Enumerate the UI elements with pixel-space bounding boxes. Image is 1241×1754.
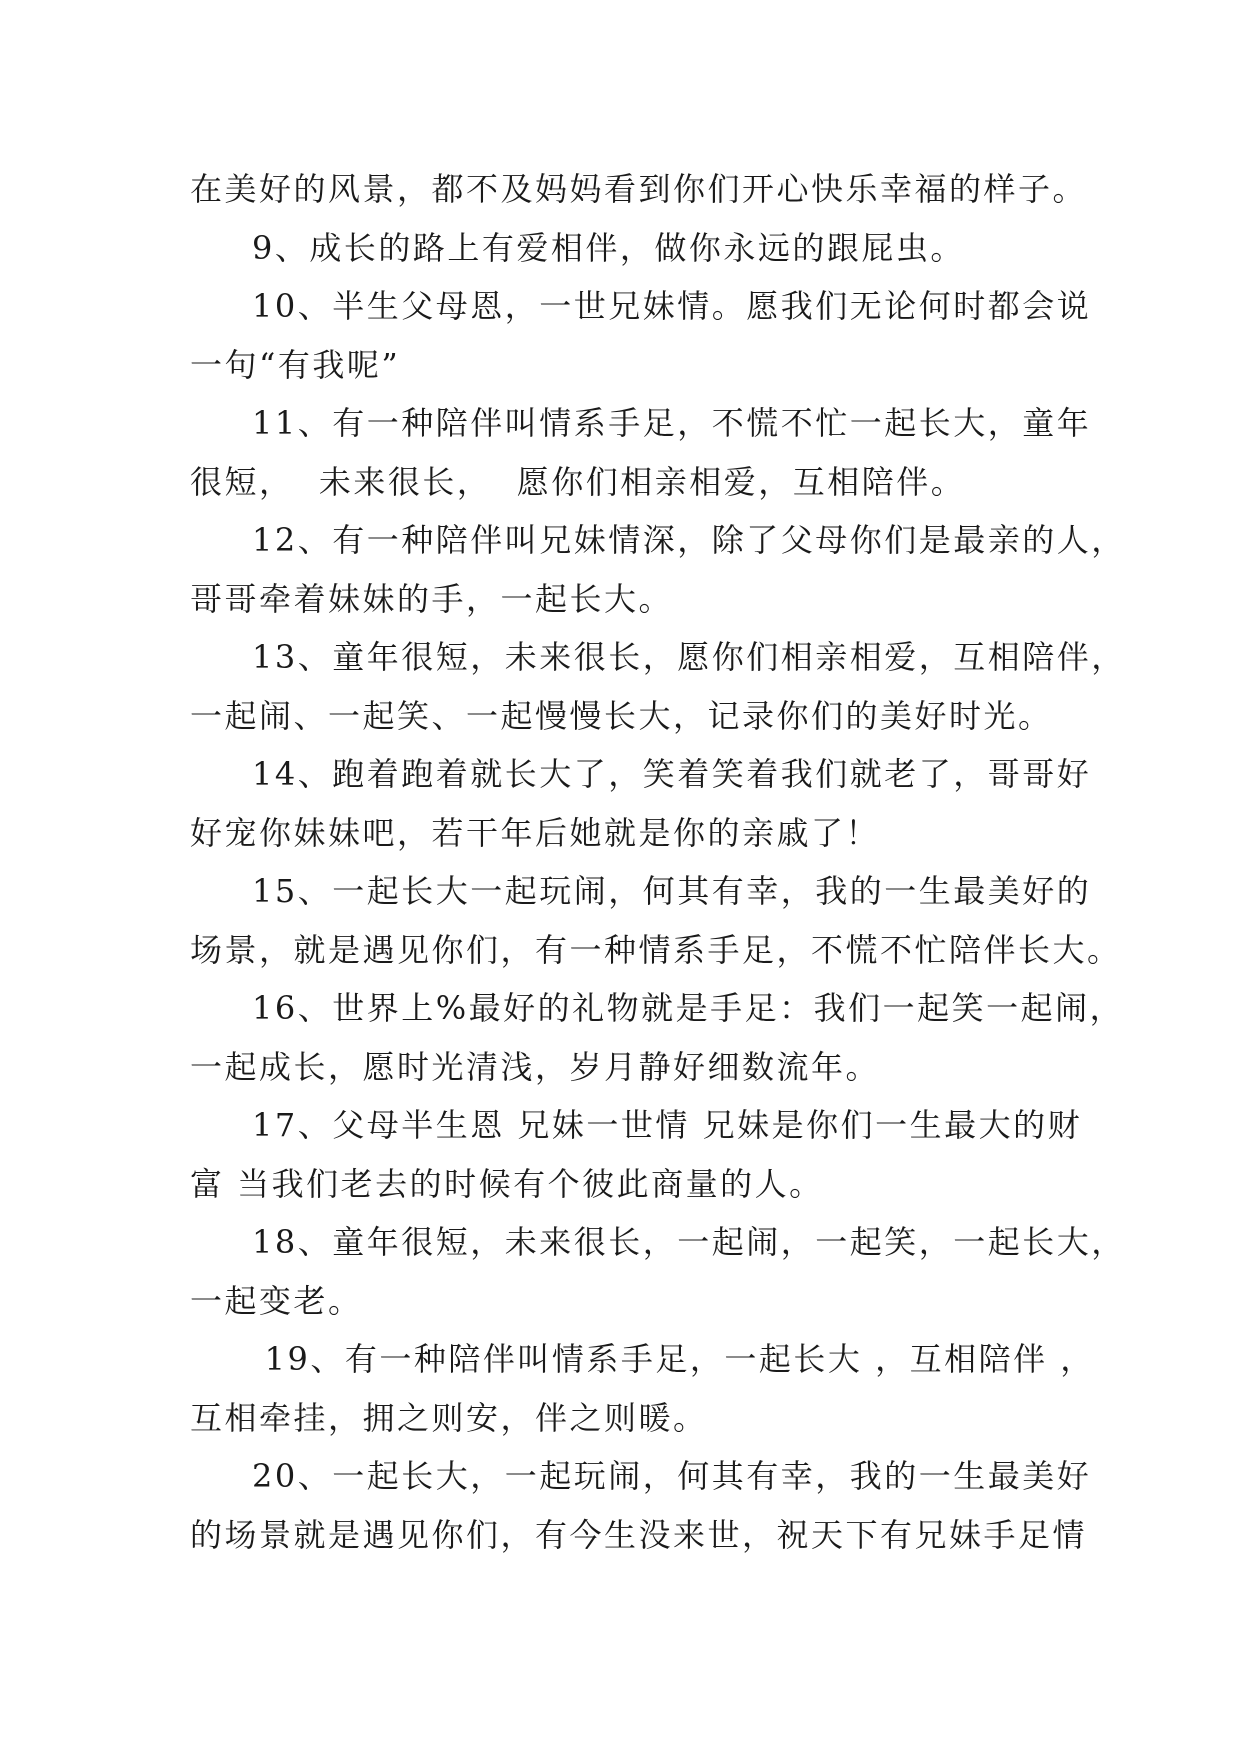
text-line: 19、有一种陪伴叫情系手足，一起长大 ，互相陪伴 ，: [252, 1340, 1095, 1378]
text-line: 一起闹、一起笑、一起慢慢长大，记录你们的美好时光。: [190, 696, 1053, 735]
text-line: 场景，就是遇见你们，有一种情系手足，不慌不忙陪伴长大。: [190, 930, 1122, 969]
text-line: 11、有一种陪伴叫情系手足，不慌不忙一起长大，童年: [252, 404, 1092, 442]
text-line: 10、半生父母恩，一世兄妹情。愿我们无论何时都会说: [252, 287, 1092, 325]
text-line: 15、一起长大一起玩闹，何其有幸，我的一生最美好的: [252, 872, 1092, 910]
text-line: 13、童年很短，未来很长，愿你们相亲相爱，互相陪伴，: [252, 638, 1126, 676]
text-line: 9、成长的路上有爱相伴，做你永远的跟屁虫。: [252, 228, 965, 267]
text-line: 17、父母半生恩 兄妹一世情 兄妹是你们一生最大的财: [252, 1106, 1083, 1144]
text-line: 好宠你妹妹吧，若干年后她就是你的亲戚了！: [190, 813, 881, 852]
text-line: 20、一起长大，一起玩闹，何其有幸，我的一生最美好: [252, 1457, 1092, 1495]
text-line: 一句“有我呢”: [190, 345, 401, 384]
text-line: 16、世界上%最好的礼物就是手足：我们一起笑一起闹，: [252, 989, 1125, 1027]
text-line: 互相牵挂，拥之则安，伴之则暖。: [190, 1398, 708, 1437]
text-line: 的场景就是遇见你们，有今生没来世，祝天下有兄妹手足情: [190, 1515, 1088, 1554]
document-body: [190, 160, 1126, 1564]
text-line: 18、童年很短，未来很长，一起闹，一起笑，一起长大，: [252, 1223, 1126, 1261]
text-line: 一起变老。: [190, 1281, 363, 1320]
text-line: 很短， 未来很长， 愿你们相亲相爱，互相陪伴。: [190, 462, 966, 501]
text-line: 14、跑着跑着就长大了，笑着笑着我们就老了，哥哥好: [252, 755, 1092, 793]
text-line: 在美好的风景，都不及妈妈看到你们开心快乐幸福的样子。: [190, 170, 1088, 208]
text-line: 一起成长，愿时光清浅，岁月静好细数流年。: [190, 1047, 881, 1086]
text-line: 12、有一种陪伴叫兄妹情深，除了父母你们是最亲的人，: [252, 521, 1126, 559]
text-line: 哥哥牵着妹妹的手，一起长大。: [190, 579, 674, 618]
text-line: 富 当我们老去的时候有个彼此商量的人。: [190, 1164, 824, 1203]
